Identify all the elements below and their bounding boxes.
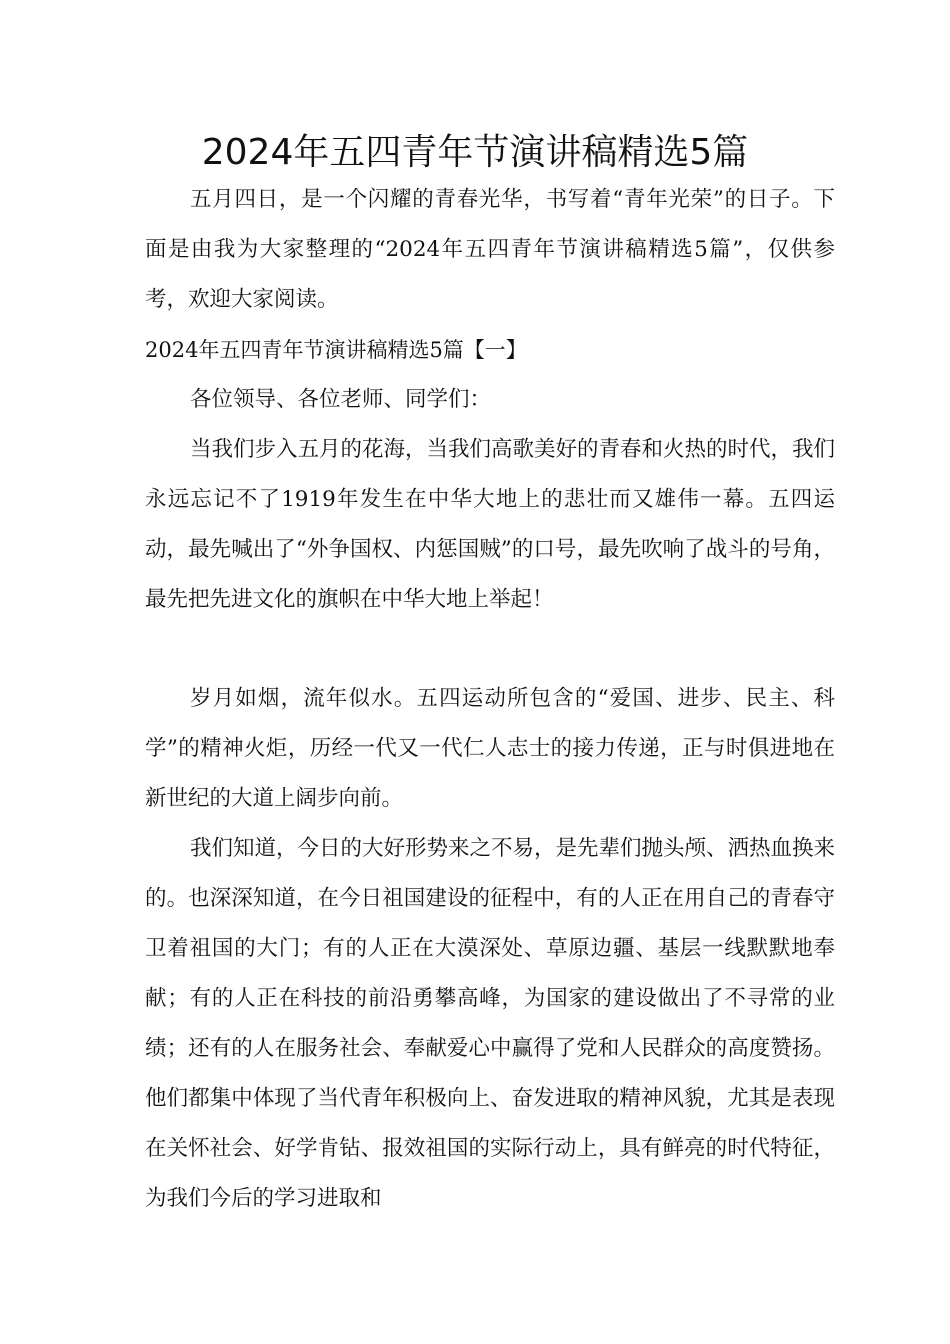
document-title: 2024年五四青年节演讲稿精选5篇 (201, 132, 749, 173)
body-paragraph-2: 岁月如烟，流年似水。五四运动所包含的“爱国、进步、民主、科学”的精神火炬，历经一代又一代仁人志士的接力传递，正与时俱进地在新世纪的大道上阔步向前。 (145, 686, 835, 811)
section-heading: 2024年五四青年节演讲稿精选5篇【一】 (145, 338, 527, 362)
body-paragraph-3: 我们知道，今日的大好形势来之不易，是先辈们抛头颅、洒热血换来的。也深深知道，在今日祖国建设的征程中，有的人正在用自己的青春守卫着祖国的大门；有的人正在大漠深处、草原边疆、基层一线默默地奉献；有的人正在科技的前沿勇攀高峰，为国家的建设做出了不寻常的业绩；还有的人在服务社会、奉献爱心中赢得了党和人民群众的高度赞扬。他们都集中体现了当代青年积极向上、奋发进取的精神风貌，尤其是表现在关怀社会、好学肯钻、报效祖国的实际行动上，具有鲜亮的时代特征，为我们今后的学习进取和 (145, 836, 836, 1211)
body-paragraph-1: 当我们步入五月的花海，当我们高歌美好的青春和火热的时代，我们永远忘记不了1919年发生在中华大地上的悲壮而又雄伟一幕。五四运动，最先喊出了“外争国权、内惩国贼”的口号，最先吹响了战斗的号角，最先把先进文化的旗帜在中华大地上举起！ (145, 437, 836, 612)
greeting-line: 各位领导、各位老师、同学们： (190, 387, 492, 412)
intro-paragraph: 五月四日，是一个闪耀的青春光华，书写着“青年光荣”的日子。下面是由我为大家整理的“2024年五四青年节演讲稿精选5篇”，仅供参考，欢迎大家阅读。 (145, 187, 835, 312)
